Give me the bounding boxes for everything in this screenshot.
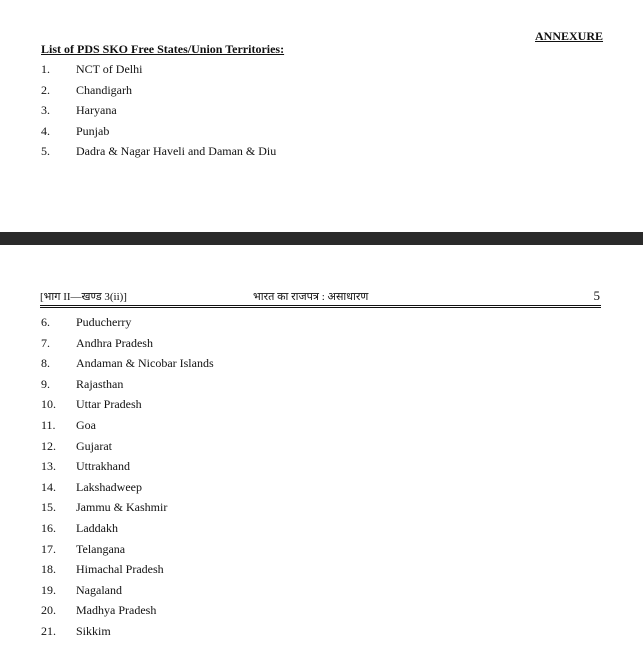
list-item-number: 6. xyxy=(41,315,50,329)
list-item xyxy=(0,377,643,398)
list-item-number: 21. xyxy=(41,623,56,638)
list-item-name: Laddakh xyxy=(76,520,118,535)
list-item-name: Andhra Pradesh xyxy=(76,335,153,350)
list-item xyxy=(0,103,643,124)
list-item xyxy=(0,62,643,83)
list-item-number: 9. xyxy=(41,376,50,391)
list-item-number: 7. xyxy=(41,335,50,350)
list-item-name: Dadra & Nagar Haveli and Daman & Diu xyxy=(76,144,277,159)
list-item-name: Chandigarh xyxy=(76,82,132,97)
list-item xyxy=(0,124,643,145)
list-item-name: Telangana xyxy=(76,541,126,556)
list-item-number: 14. xyxy=(41,479,56,494)
list-item-name: Uttrakhand xyxy=(76,459,130,474)
list-item xyxy=(0,144,643,165)
list-item-number: 2. xyxy=(41,82,50,97)
header-rule xyxy=(40,307,601,308)
list-item xyxy=(0,418,643,439)
territory-list-page1 xyxy=(0,62,643,165)
list-item-name: Punjab xyxy=(76,123,110,138)
list-item-name: Himachal Pradesh xyxy=(76,562,164,577)
list-item xyxy=(0,459,643,480)
list-item xyxy=(0,480,643,501)
list-item-name: Puducherry xyxy=(76,315,132,329)
territory-list-page2 xyxy=(0,315,643,645)
list-item-number: 16. xyxy=(41,520,56,535)
header-rule xyxy=(40,305,601,306)
annexure-title: ANNEXURE xyxy=(535,29,604,43)
list-item-number: 13. xyxy=(41,459,56,474)
list-item-name: Madhya Pradesh xyxy=(76,603,157,618)
list-item-number: 19. xyxy=(41,582,56,597)
list-item xyxy=(0,562,643,583)
list-item-name: Sikkim xyxy=(76,623,111,638)
running-header xyxy=(40,289,600,305)
list-item-name: Nagaland xyxy=(76,582,122,597)
list-item-name: Rajasthan xyxy=(76,376,124,391)
list-heading: List of PDS SKO Free States/Union Territories: xyxy=(41,42,285,56)
list-item-number: 4. xyxy=(41,123,50,138)
list-item xyxy=(0,397,643,418)
list-item-name: Haryana xyxy=(76,103,117,118)
list-item xyxy=(0,439,643,460)
list-item xyxy=(0,315,643,336)
list-item xyxy=(0,521,643,542)
document-page-top xyxy=(0,0,643,232)
list-item-number: 1. xyxy=(41,62,50,76)
list-item-number: 17. xyxy=(41,541,56,556)
list-item xyxy=(0,336,643,357)
list-item-number: 12. xyxy=(41,438,56,453)
list-item-name: Uttar Pradesh xyxy=(76,397,142,412)
list-item-name: Goa xyxy=(76,417,96,432)
list-item xyxy=(0,356,643,377)
list-item xyxy=(0,624,643,645)
list-item-name: NCT of Delhi xyxy=(76,62,143,76)
list-item xyxy=(0,500,643,521)
header-section-label: [भाग II—खण्ड 3(ii)] xyxy=(40,291,127,303)
list-item xyxy=(0,583,643,604)
list-item-name: Lakshadweep xyxy=(76,479,142,494)
document-page-bottom xyxy=(0,245,643,662)
list-item-name: Jammu & Kashmir xyxy=(76,500,168,515)
list-item-number: 15. xyxy=(41,500,56,515)
list-item-number: 5. xyxy=(41,144,50,159)
page-number: 5 xyxy=(593,288,600,303)
list-item-number: 10. xyxy=(41,397,56,412)
list-item xyxy=(0,83,643,104)
list-item xyxy=(0,542,643,563)
page-separator xyxy=(0,232,643,245)
list-item-number: 11. xyxy=(41,417,56,432)
list-item xyxy=(0,603,643,624)
list-item-number: 8. xyxy=(41,356,50,371)
list-item-number: 20. xyxy=(41,603,56,618)
header-gazette-title: भारत का राजपत्र : असाधारण xyxy=(253,291,369,303)
list-item-number: 3. xyxy=(41,103,50,118)
list-item-number: 18. xyxy=(41,562,56,577)
list-item-name: Gujarat xyxy=(76,438,112,453)
list-item-name: Andaman & Nicobar Islands xyxy=(76,356,214,371)
